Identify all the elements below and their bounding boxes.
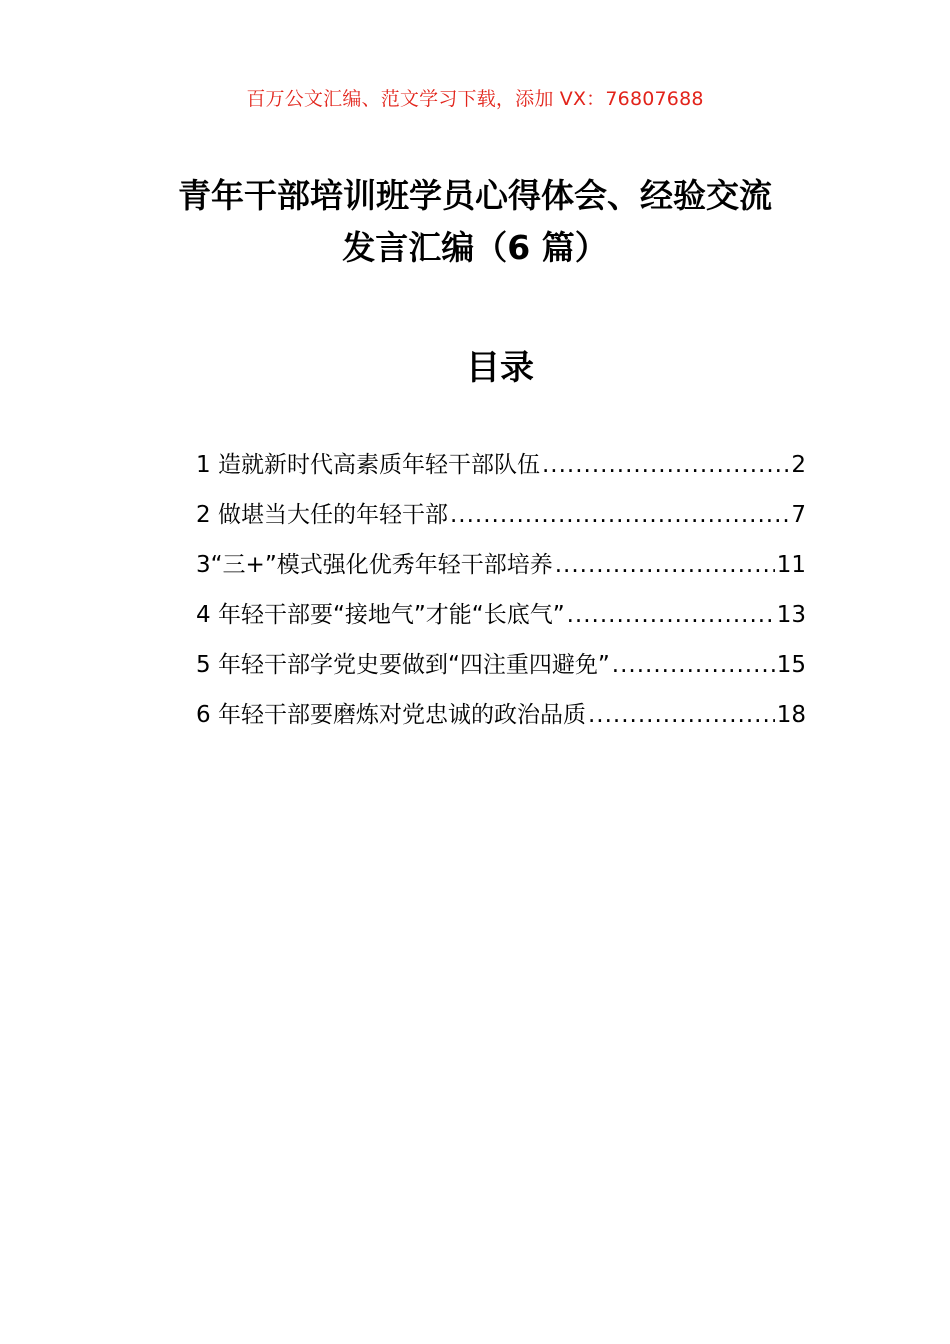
toc-dot-leader — [450, 502, 789, 528]
toc-item[interactable] — [196, 646, 806, 696]
toc-item[interactable] — [196, 496, 806, 546]
toc-item-page: 18 — [776, 702, 806, 728]
toc-dot-leader — [588, 702, 775, 728]
toc-item-label: 4 年轻干部要“接地气”才能“长底气” — [196, 602, 565, 628]
toc-item[interactable] — [196, 546, 806, 596]
toc-item[interactable] — [196, 446, 806, 496]
toc-heading: 目录 — [466, 348, 534, 388]
toc-item-page: 11 — [776, 552, 806, 578]
toc-dot-leader — [567, 602, 775, 628]
toc-item-label: 5 年轻干部学党史要做到“四注重四避免” — [196, 652, 610, 678]
toc-item-label: 2 做堪当大任的年轻干部 — [196, 502, 448, 528]
toc-dot-leader — [542, 452, 789, 478]
toc-item-label: 3“三+”模式强化优秀年轻干部培养 — [196, 552, 553, 578]
toc-item-page: 7 — [791, 502, 806, 528]
toc-item-label: 1 造就新时代高素质年轻干部队伍 — [196, 452, 540, 478]
toc-item-page: 13 — [776, 602, 806, 628]
toc-item-page: 2 — [791, 452, 806, 478]
header-note: 百万公文汇编、范文学习下载，添加 VX：76807688 — [246, 88, 704, 110]
toc-item-page: 15 — [776, 652, 806, 678]
toc-dot-leader — [555, 552, 775, 578]
toc-dot-leader — [612, 652, 775, 678]
document-title — [0, 170, 950, 274]
document-title-line-2: 发言汇编（6 篇） — [342, 228, 608, 267]
table-of-contents — [196, 446, 806, 746]
toc-item[interactable] — [196, 696, 806, 746]
toc-item-label: 6 年轻干部要磨炼对党忠诚的政治品质 — [196, 702, 586, 728]
toc-item[interactable] — [196, 596, 806, 646]
document-title-line-1: 青年干部培训班学员心得体会、经验交流 — [178, 176, 772, 215]
